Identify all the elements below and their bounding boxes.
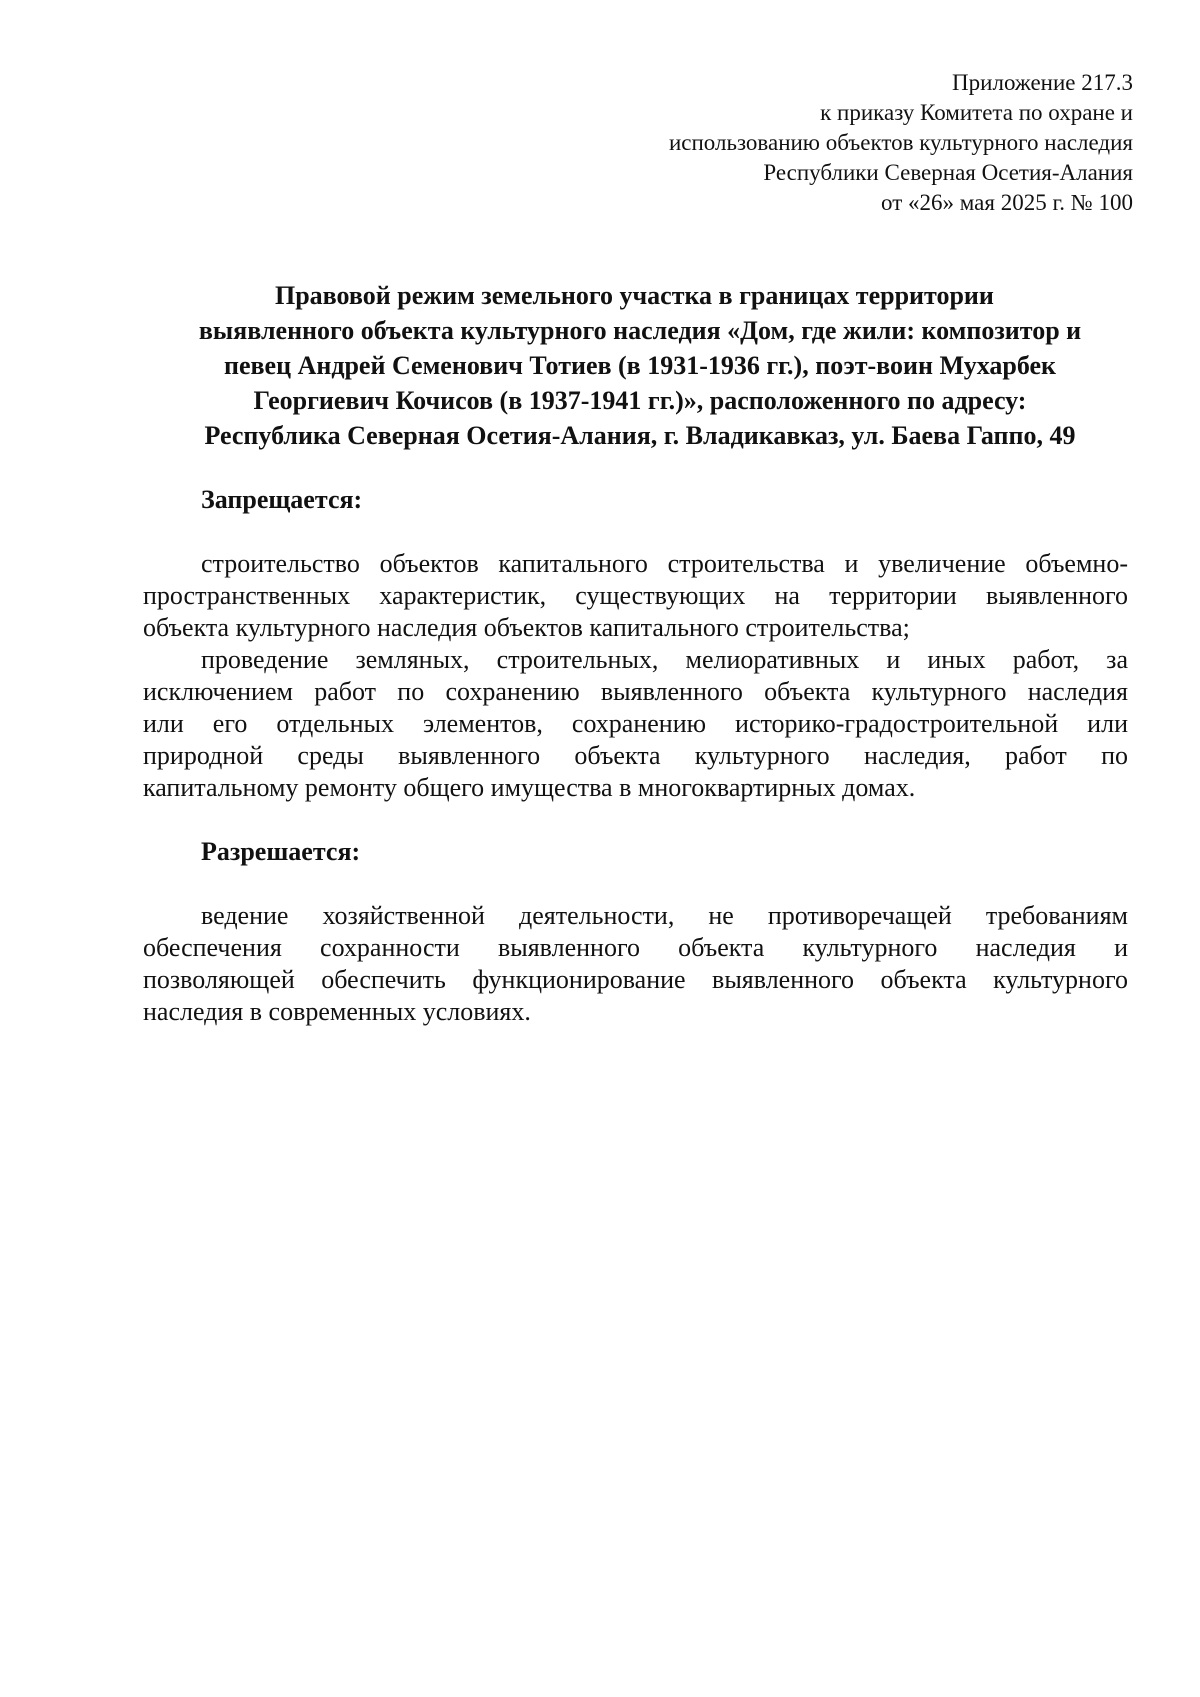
paragraph-line: капитальному ремонту общего имущества в многоквартирных домах. [143,773,916,802]
allowed-heading: Разрешается: [201,837,361,866]
paragraph-line: природной среды выявленного объекта культурного наследия, работ по [143,741,1128,770]
allowed-paragraph-1 [143,900,1128,1028]
appendix-header [513,68,1133,218]
paragraph-line: обеспечения сохранности выявленного объекта культурного наследия и [143,933,1128,962]
document-title [140,278,1140,453]
title-line-1: Правовой режим земельного участка в границах территории [275,281,994,310]
paragraph-line: строительство объектов капитального строительства и увеличение объемно- [201,549,1128,578]
title-line-4: Георгиевич Кочисов (в 1937-1941 гг.)», расположенного по адресу: [253,386,1027,415]
paragraph-line: пространственных характеристик, существующих на территории выявленного [143,581,1128,610]
paragraph-line: позволяющей обеспечить функционирование выявленного объекта культурного [143,965,1128,994]
title-line-2: выявленного объекта культурного наследия «Дом, где жили: композитор и [198,316,1082,345]
title-line-3: певец Андрей Семенович Тотиев (в 1931-1936 гг.), поэт-воин Мухарбек [223,351,1056,380]
paragraph-line: или его отдельных элементов, сохранению историко-градостроительной или [143,709,1128,738]
paragraph-line: наследия в современных условиях. [143,997,531,1026]
paragraph-line: исключением работ по сохранению выявленного объекта культурного наследия [143,677,1128,706]
order-reference-line-1: к приказу Комитета по охране и [820,100,1133,125]
prohibited-paragraph-1 [143,548,1128,644]
order-date-number: от «26» мая 2025 г. № 100 [881,190,1133,215]
order-reference-line-3: Республики Северная Осетия-Алания [763,160,1133,185]
prohibited-paragraph-2 [143,644,1128,804]
paragraph-line: проведение земляных, строительных, мелиоративных и иных работ, за [201,645,1128,674]
prohibited-heading: Запрещается: [201,485,363,514]
title-line-5: Республика Северная Осетия-Алания, г. Владикавказ, ул. Баева Гаппо, 49 [204,421,1076,450]
appendix-number: Приложение 217.3 [952,70,1133,95]
paragraph-line: ведение хозяйственной деятельности, не противоречащей требованиям [201,901,1128,930]
paragraph-line: объекта культурного наследия объектов капитального строительства; [143,613,910,642]
order-reference-line-2: использованию объектов культурного наследия [668,130,1133,155]
